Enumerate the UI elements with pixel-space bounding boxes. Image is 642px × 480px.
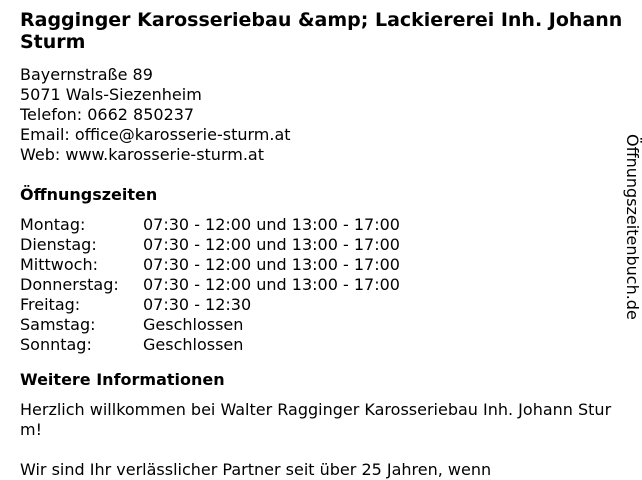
day-label: Mittwoch: (20, 255, 98, 274)
description-text: Wir sind Ihr verlässlicher Partner seit über 25 Jahren, wenn (20, 460, 492, 479)
further-info-heading: Weitere Informationen (20, 370, 225, 389)
hours-row-saturday (20, 315, 624, 335)
time-value: Geschlossen (143, 335, 244, 354)
day-label: Sonntag: (20, 335, 92, 354)
hours-row-monday (20, 215, 624, 235)
day-label: Montag: (20, 215, 86, 234)
city-address: 5071 Wals-Siezenheim (20, 85, 202, 104)
time-value: 07:30 - 12:00 und 13:00 - 17:00 (143, 255, 400, 274)
opening-hours-heading: Öffnungszeiten (20, 185, 158, 204)
hours-row-tuesday (20, 235, 624, 255)
hours-row-friday (20, 295, 624, 315)
time-value: Geschlossen (143, 315, 244, 334)
day-label: Donnerstag: (20, 275, 119, 294)
website-address: Web: www.karosserie-sturm.at (20, 145, 264, 164)
time-value: 07:30 - 12:00 und 13:00 - 17:00 (143, 275, 400, 294)
hours-row-thursday (20, 275, 624, 295)
business-details (20, 0, 624, 480)
hours-row-sunday (20, 335, 624, 355)
opening-hours-table (20, 215, 624, 355)
email-address: Email: office@karosserie-sturm.at (20, 125, 291, 144)
day-label: Freitag: (20, 295, 81, 314)
time-value: 07:30 - 12:00 und 13:00 - 17:00 (143, 235, 400, 254)
phone-number: Telefon: 0662 850237 (20, 105, 195, 124)
hours-row-wednesday (20, 255, 624, 275)
welcome-text: Herzlich willkommen bei Walter Ragginger Karosseriebau Inh. Johann Sturm! (20, 400, 612, 439)
time-value: 07:30 - 12:30 (143, 295, 252, 314)
day-label: Samstag: (20, 315, 96, 334)
address-block (20, 65, 624, 165)
page-title: Ragginger Karosseriebau &amp; Lackiererei Inh. Johann Sturm (20, 9, 623, 53)
street-address: Bayernstraße 89 (20, 65, 153, 84)
time-value: 07:30 - 12:00 und 13:00 - 17:00 (143, 215, 400, 234)
site-brand-link[interactable]: Öffnungszeitenbuch.de (623, 134, 642, 320)
day-label: Dienstag: (20, 235, 97, 254)
